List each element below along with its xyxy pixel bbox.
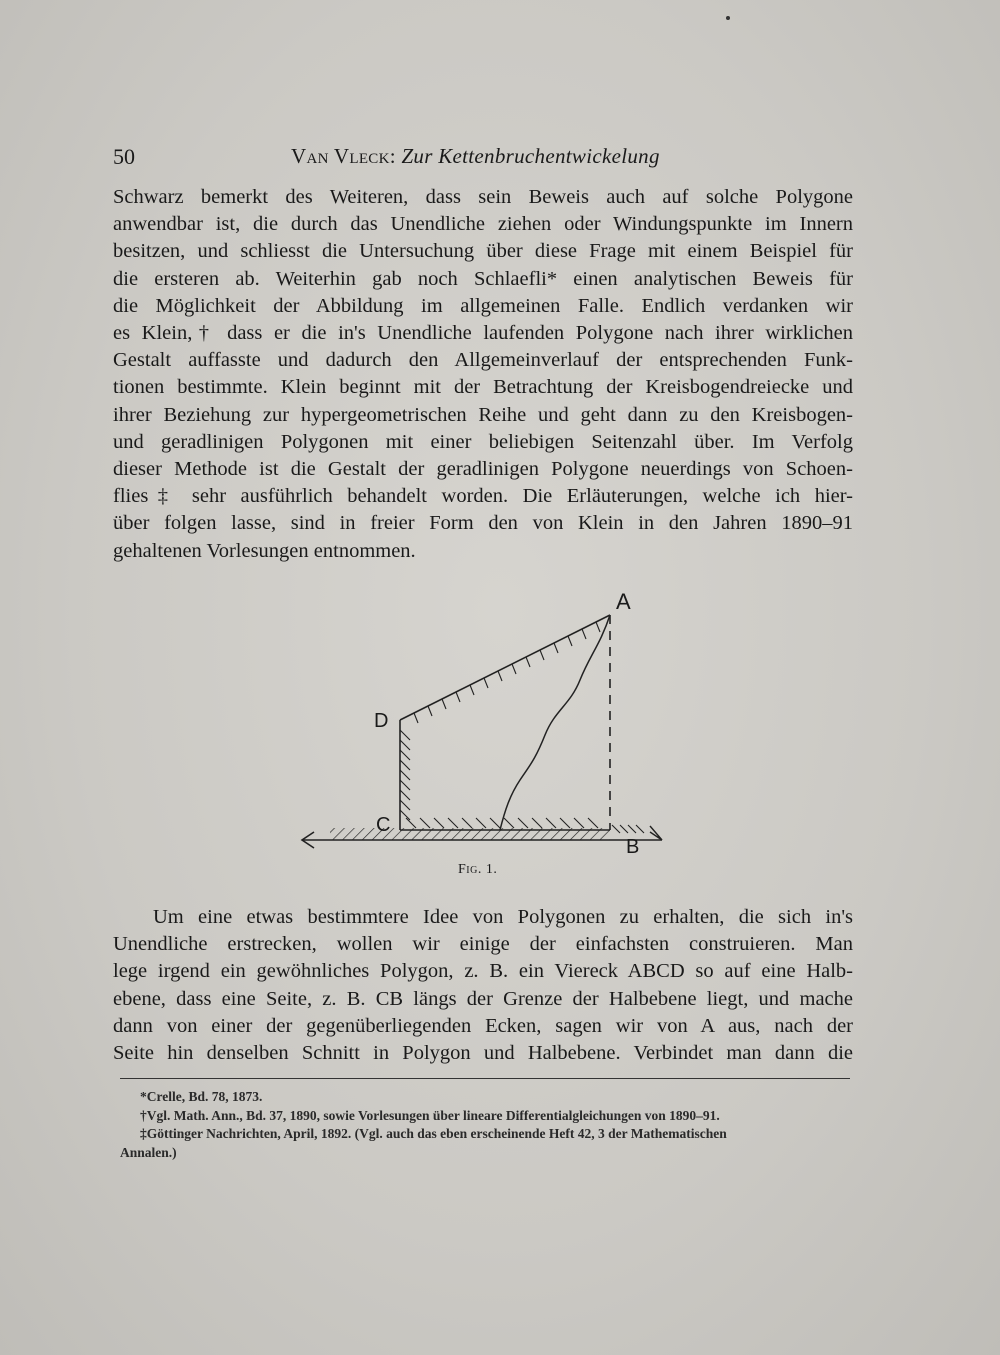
label-a: A [616, 589, 631, 614]
text-line: Unendliche erstrecken, wollen wir einige der einfachsten construieren. Man [113, 933, 853, 956]
figure-1-diagram [290, 585, 690, 885]
text-line: ihrer Beziehung zur hypergeometrischen Reihe und geht dann zu den Kreisbogen- [113, 403, 853, 426]
hatch-cd [400, 730, 410, 820]
footnote-1: *Crelle, Bd. 78, 1873. [140, 1089, 263, 1104]
footnote-2: †Vgl. Math. Ann., Bd. 37, 1890, sowie Vorlesungen über lineare Differentialgleichungen von 1890–91. [140, 1107, 720, 1123]
running-head [291, 144, 660, 169]
text-line: über folgen lasse, sind in freier Form den von Klein in den Jahren 1890–91 [113, 512, 853, 535]
text-line: tionen bestimmte. Klein beginnt mit der Betrachtung der Kreisbogendreiecke und [113, 376, 853, 399]
paragraph-2 [113, 904, 853, 1067]
cut-curve [500, 615, 610, 830]
footnote-3: ‡Göttinger Nachrichten, April, 1892. (Vgl. auch das eben erscheinende Heft 42, 3 der Mathematischen [140, 1126, 727, 1142]
right-arrow-icon [650, 826, 662, 840]
text-line: Um eine etwas bestimmtere Idee von Polygonen zu erhalten, die sich in's [153, 906, 853, 928]
side-da [400, 615, 610, 720]
footnote-3-continued: Annalen.) [120, 1144, 177, 1160]
text-line: dieser Methode ist die Gestalt der geradlinigen Polygone neuerdings von Schoen- [113, 458, 853, 481]
label-c: C [376, 814, 391, 836]
text-line: es Klein,† dass er die in's Unendliche laufenden Polygone nach ihrer wirklichen [113, 322, 853, 345]
text-line: gehaltenen Vorlesungen entnommen. [113, 539, 416, 562]
page-header [113, 144, 853, 174]
text-line: und geradlinigen Polygonen mit einer beliebigen Seitenzahl über. Im Verfolg [113, 430, 853, 453]
running-head-separator: : [389, 144, 396, 168]
footnotes [120, 1088, 855, 1162]
right-hatch-marks [612, 825, 644, 833]
label-b: B [626, 836, 640, 858]
running-head-title: Zur Kettenbruchentwickelung [401, 144, 660, 168]
paragraph-1 [113, 184, 853, 565]
figure-caption: Fig. 1. [458, 862, 498, 877]
text-line: lege irgend ein gewöhnliches Polygon, z. B. ein Viereck ABCD so auf eine Halb- [113, 960, 853, 983]
hatch-da [414, 622, 600, 723]
text-line: besitzen, und schliesst die Untersuchung über diese Frage mit einem Beispiel für [113, 240, 853, 263]
text-line: anwendbar ist, die durch das Unendliche ziehen oder Windungspunkte im Innern [113, 213, 853, 236]
text-line: flies‡ sehr ausführlich behandelt worden. Die Erläuterungen, welche ich hier- [113, 485, 853, 508]
text-line: Schwarz bemerkt des Weiteren, dass sein Beweis auch auf solche Polygone [113, 186, 853, 208]
text-line: ebene, dass eine Seite, z. B. CB längs der Grenze der Halbebene liegt, und mache [113, 987, 853, 1010]
footnote-rule [120, 1078, 850, 1079]
text-line: dann von einer der gegenüberliegenden Ecken, sagen wir von A aus, nach der [113, 1014, 853, 1037]
label-d: D [374, 710, 389, 732]
running-head-author: Van Vleck [291, 144, 390, 168]
text-line: die ersteren ab. Weiterhin gab noch Schlaefli* einen analytischen Beweis für [113, 267, 853, 290]
text-line: die Möglichkeit der Abbildung im allgemeinen Falle. Endlich verdanken wir [113, 294, 853, 317]
page-number: 50 [113, 144, 135, 169]
speck [726, 16, 730, 20]
text-line: Gestalt auffasste und dadurch den Allgemeinverlauf der entsprechenden Funk- [113, 349, 853, 372]
text-line: Seite hin denselben Schnitt in Polygon und Halbebene. Verbindet man dann die [113, 1042, 853, 1065]
